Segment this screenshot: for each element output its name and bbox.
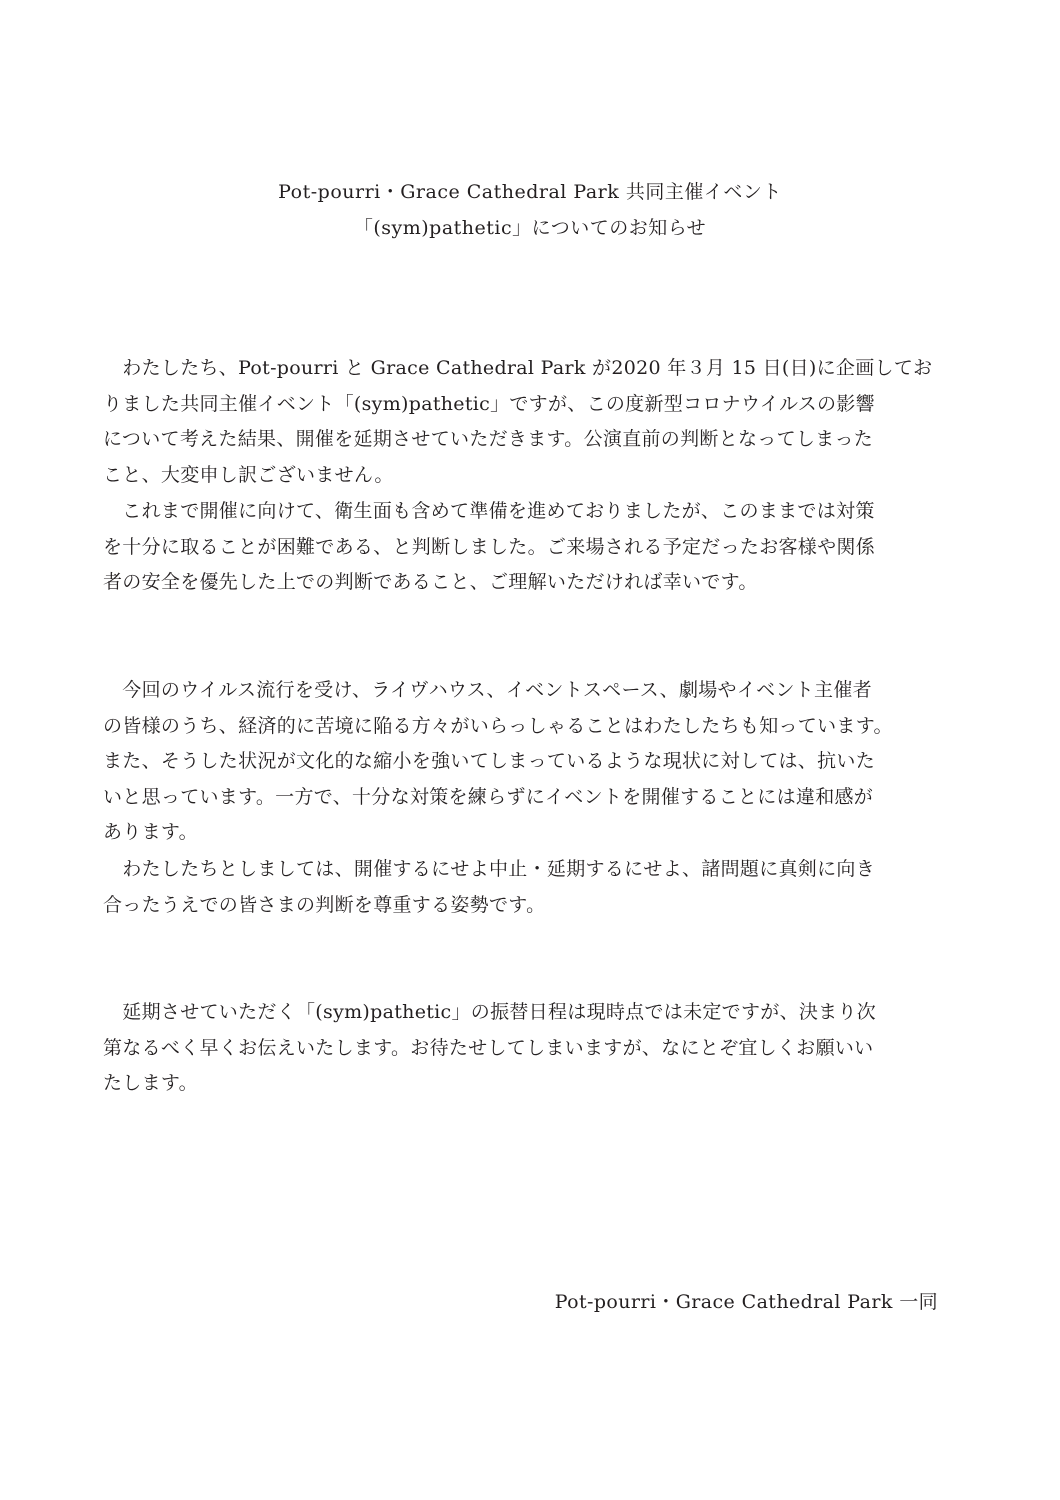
notice-subtitle: 「(sym)pathetic」についてのお知らせ xyxy=(353,217,707,239)
paragraph-postponement: わたしたち、Pot-pourri と Grace Cathedral Park が2020 年３月 15 日(日)に企画してお りました共同主催イベント「(sym)pathetic」ですが、この度新型コロナウイルスの影響 について考えた結果、開催を延期させていただきます。公演直前の判断となってしまった こと、大変申し訳ございません。 xyxy=(103,357,933,486)
paragraph-reschedule: 延期させていただく「(sym)pathetic」の振替日程は現時点では未定ですが、決まり次 第なるべく早くお伝えいたします。お待たせしてしまいますが、なにとぞ宜しくお願いい たします。 xyxy=(103,1001,877,1094)
paragraph-safety-decision: これまで開催に向けて、衛生面も含めて準備を進めておりましたが、このままでは対策 を十分に取ることが困難である、と判断しました。ご来場される予定だったお客様や関係 者の安全を優先した上での判断であること、ご理解いただければ幸いです。 xyxy=(103,500,876,593)
notice-title: Pot-pourri・Grace Cathedral Park 共同主催イベント xyxy=(278,181,782,203)
paragraph-industry-situation: 今回のウイルス流行を受け、ライヴハウス、イベントスペース、劇場やイベント主催者 の皆様のうち、経済的に苦境に陥る方々がいらっしゃることはわたしたちも知っています。 また、そうした状況が文化的な縮小を強いてしまっているような現状に対しては、抗いた いと思っています。一方で、十分な対策を練らずにイベントを開催することには違和感が あります。 xyxy=(103,679,893,843)
paragraph-stance: わたしたちとしましては、開催するにせよ中止・延期するにせよ、諸問題に真剣に向き 合ったうえでの皆さまの判断を尊重する姿勢です。 xyxy=(103,858,876,916)
signature: Pot-pourri・Grace Cathedral Park 一同 xyxy=(554,1291,938,1313)
